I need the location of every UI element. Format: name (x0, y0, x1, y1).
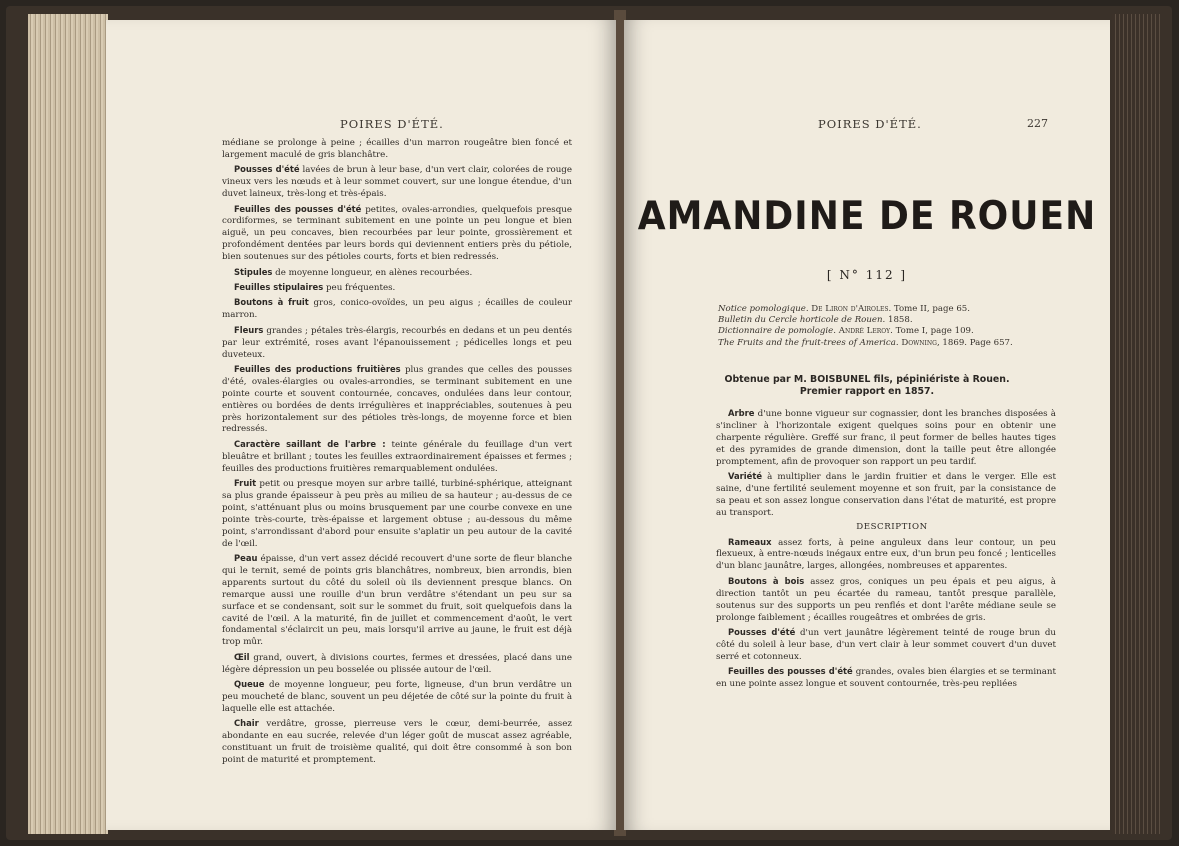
reference-part: Tome II, page 65. (891, 304, 970, 314)
paragraph-text: médiane se prolonge à peine ; écailles d'un marron rougeâtre bien foncé et largement maculé de gris blanchâtre. (222, 138, 572, 160)
page-title: AMANDINE DE ROUEN (637, 194, 1097, 240)
paragraph-lead: Queue (234, 679, 265, 690)
paragraph-text: à multiplier dans le jardin fruitier et dans le verger. Elle est saine, d'une fertilité seulement moyenne et son fruit, par la consistance de sa peau et son assez longue conservation dans l'état de maturité, est propre au transport. (716, 472, 1056, 518)
paragraph-lead: Variété (728, 471, 763, 482)
running-head-right: POIRES D'ÉTÉ. (818, 117, 922, 131)
reference-item (718, 326, 1078, 337)
reference-part: The Fruits and the fruit-trees of America. (718, 337, 899, 348)
variety-number: [ N° 112 ] (826, 268, 908, 282)
paragraph-lead: Œil (234, 651, 250, 662)
right-page (624, 20, 1110, 830)
paragraph-lead: Boutons à fruit (234, 297, 309, 308)
paragraph (716, 471, 1056, 520)
paragraph-lead: Pousses d'été (234, 164, 300, 175)
paragraph-text: d'une bonne vigueur sur cognassier, dont les branches disposées à s'incliner à l'horizontale exigent quelques soins pour en obtenir une charpente régulière. Greffé sur franc, il peut former de belles hautes tiges et des pyramides de grande dimension, dont la taille peut être allongée promptement, afin de provoquer son rapport un peu tardif. (716, 409, 1056, 467)
paragraph (222, 364, 572, 436)
paragraph-text: grandes ; pétales très-élargis, recourbés en dedans et un peu dentés par leur extrémité, roses avant l'épanouissement ; pédicelles longs et peu duveteux. (222, 325, 572, 360)
paragraph-text: d'un vert jaunâtre légèrement teinté de rouge brun du côté du soleil à leur base, d'un vert clair à leur sommet couvert d'un duvet serré et cotonneux. (716, 627, 1056, 662)
paragraph-text: petites, ovales-arrondies, quelquefois presque cordiformes, se terminant subitement en une pointe un peu longue et bien aiguë, un peu concaves, bien recourbées par leur pointe, grossièrement et profondément dentées par leurs bords qui deviennent entiers près du pétiole, bien soutenues sur des pétioles courts, forts et bien redressés. (222, 204, 572, 263)
reference-part: André Leroy. (836, 326, 893, 337)
paragraph (222, 267, 572, 280)
paragraph-text: verdâtre, grosse, pierreuse vers le cœur, demi-beurrée, assez abondante en eau sucrée, relevée d'un léger goût de muscat assez agréable, constituant un fruit de troisième qualité, qui doit être consommé à son bon point de maturité et promptement. (222, 719, 572, 765)
origin-line-1: Obtenue par M. BOISBUNEL fils, pépiniériste à Rouen. (724, 374, 1010, 385)
paragraph-text: assez forts, à peine anguleux dans leur contour, un peu flexueux, à entre-nœuds inégaux entre eux, d'un brun peu foncé ; lenticelles d'un blanc jaunâtre, larges, allongées, nombreuses et apparentes. (716, 537, 1056, 572)
paragraph-text: épaisse, d'un vert assez décidé recouvert d'une sorte de fleur blanche qui le ternit, semé de points gris blanchâtres, nombreux, bien arrondis, bien apparents surtout du côté du soleil où ils deviennent presque blancs. On remarque aussi une rouille d'un brun verdâtre s'étendant un peu sur sa surface et se condensant, soit sur le sommet du fruit, soit quelquefois dans la cavité de l'œil. A la maturité, fin de juillet et commencement d'août, le vert fondamental s'éclaircit un peu, mais lorsqu'il arrive au jaune, le fruit est déjà trop mûr. (222, 554, 572, 648)
paragraph-lead: Fruit (234, 478, 257, 489)
reference-part: Dictionnaire de pomologie. (718, 326, 837, 337)
reference-item (718, 315, 1078, 326)
origin-line-2: Premier rapport en 1857. (799, 386, 935, 397)
references-list (718, 304, 1078, 349)
reference-part: 1858. (885, 315, 913, 326)
paragraph-lead: Stipules (234, 266, 273, 277)
reference-item (718, 304, 1078, 315)
paragraph (222, 204, 572, 265)
paragraph (222, 652, 572, 677)
reference-part: Bulletin du Cercle horticole de Rouen. (718, 315, 886, 326)
reference-part: Downing, (898, 337, 940, 348)
description-heading: DESCRIPTION (856, 522, 928, 533)
paragraph (222, 718, 572, 767)
right-intro-paragraphs (716, 408, 1056, 520)
paragraph-lead: Chair (234, 718, 259, 729)
paragraph-text: peu fréquentes. (323, 282, 396, 293)
reference-part: De Liron d'Airoles. (808, 304, 892, 314)
paragraph (222, 553, 572, 649)
left-page (106, 20, 616, 830)
paragraph-lead: Feuilles des pousses d'été (728, 666, 853, 677)
right-description-paragraphs (716, 537, 1056, 691)
paragraph-text: lavées de brun à leur base, d'un vert clair, colorées de rouge vineux vers les nœuds et à leur sommet couvert, sur une longue étendue, d'un duvet laineux, très-long et très-épais. (222, 165, 573, 200)
paragraph-text: petit ou presque moyen sur arbre taillé, turbiné-sphérique, atteignant sa plus grande épaisseur à peu près au milieu de sa hauteur ; au-dessus de ce point, s'atténuant plus ou moins brusquement par une courbe convexe en une pointe très-courte, très-épaisse et largement obtuse ; au-dessous du même point, s'arrondissant d'abord pour ensuite s'aplatir un peu autour de la cavité de l'œil. (222, 479, 572, 549)
paragraph (716, 537, 1056, 574)
running-head-left: POIRES D'ÉTÉ. (340, 117, 444, 131)
paragraph-lead: Peau (234, 553, 258, 563)
paragraph (222, 325, 572, 362)
paragraph (222, 478, 572, 550)
paragraph-lead: Fleurs (234, 324, 264, 335)
paragraph-text: grand, ouvert, à divisions courtes, fermes et dressées, placé dans une légère dépression un peu bosselée ou plissée autour de l'œil. (222, 652, 572, 675)
right-text-column (716, 408, 1056, 693)
paragraph-text: assez gros, coniques un peu épais et peu aigus, à direction tantôt un peu écartée du rameau, tantôt presque parallèle, soutenus sur des supports un peu renflés et dont l'arête médiane seule se prolonge faiblement ; écailles rougeâtres et ombrées de gris. (716, 576, 1056, 623)
paragraph-lead: Feuilles des pousses d'été (234, 203, 362, 214)
reference-part: Notice pomologique. (718, 304, 809, 314)
paragraph-text: gros, conico-ovoïdes, un peu aigus ; écailles de couleur marron. (222, 298, 572, 321)
page-number: 227 (1027, 117, 1048, 130)
paragraph-text: grandes, ovales bien élargies et se terminant en une pointe assez longue et souvent contournée, très-peu repliées (716, 667, 1056, 690)
paragraph-text: plus grandes que celles des pousses d'été, ovales-élargies ou ovales-arrondies, se terminant subitement en une pointe courte et souvent contournée, concaves, ondulées dans leur contour, entières ou bordées de dents irrégulières et inappréciables, soutenues à peu près horizontalement sur des pétioles très-longs, de moyenne force et bien redressés. (222, 364, 573, 435)
paragraph-lead: Boutons à bois (728, 575, 805, 586)
paragraph-text: teinte générale du feuillage d'un vert bleuâtre et brillant ; toutes les feuilles extraordinairement épaisses et fermes ; feuilles des productions fruitières remarquablement ondulées. (222, 439, 572, 474)
reference-part: Tome I, page 109. (892, 326, 974, 337)
paragraph-lead: Pousses d'été (728, 626, 796, 637)
origin-statement (624, 374, 1110, 398)
paragraph (222, 297, 572, 322)
paragraph (222, 439, 572, 476)
paragraph (716, 576, 1056, 625)
paragraph (716, 408, 1056, 469)
paragraph (222, 679, 572, 716)
page-edges-right (1112, 14, 1160, 834)
paragraph-lead: Rameaux (728, 536, 772, 547)
paragraph (716, 627, 1056, 664)
paragraph (222, 138, 572, 162)
paragraph-lead: Feuilles des productions fruitières (234, 363, 401, 374)
paragraph-text: de moyenne longueur, peu forte, ligneuse, d'un brun verdâtre un peu moucheté de blanc, souvent un peu déjetée de côté sur la pointe du fruit à laquelle elle est attachée. (222, 680, 572, 714)
paragraph-text: de moyenne longueur, en alènes recourbées. (272, 267, 473, 278)
paragraph-lead: Feuilles stipulaires (234, 281, 324, 292)
paragraph-lead: Arbre (728, 408, 755, 418)
paragraph-lead: Caractère saillant de l'arbre : (234, 438, 386, 449)
reference-part: 1869. Page 657. (939, 337, 1013, 348)
paragraph (222, 282, 572, 295)
page-edges-left (28, 14, 108, 834)
reference-item (718, 338, 1078, 349)
paragraph (222, 164, 572, 201)
paragraph (716, 666, 1056, 691)
left-text-column (222, 138, 572, 769)
